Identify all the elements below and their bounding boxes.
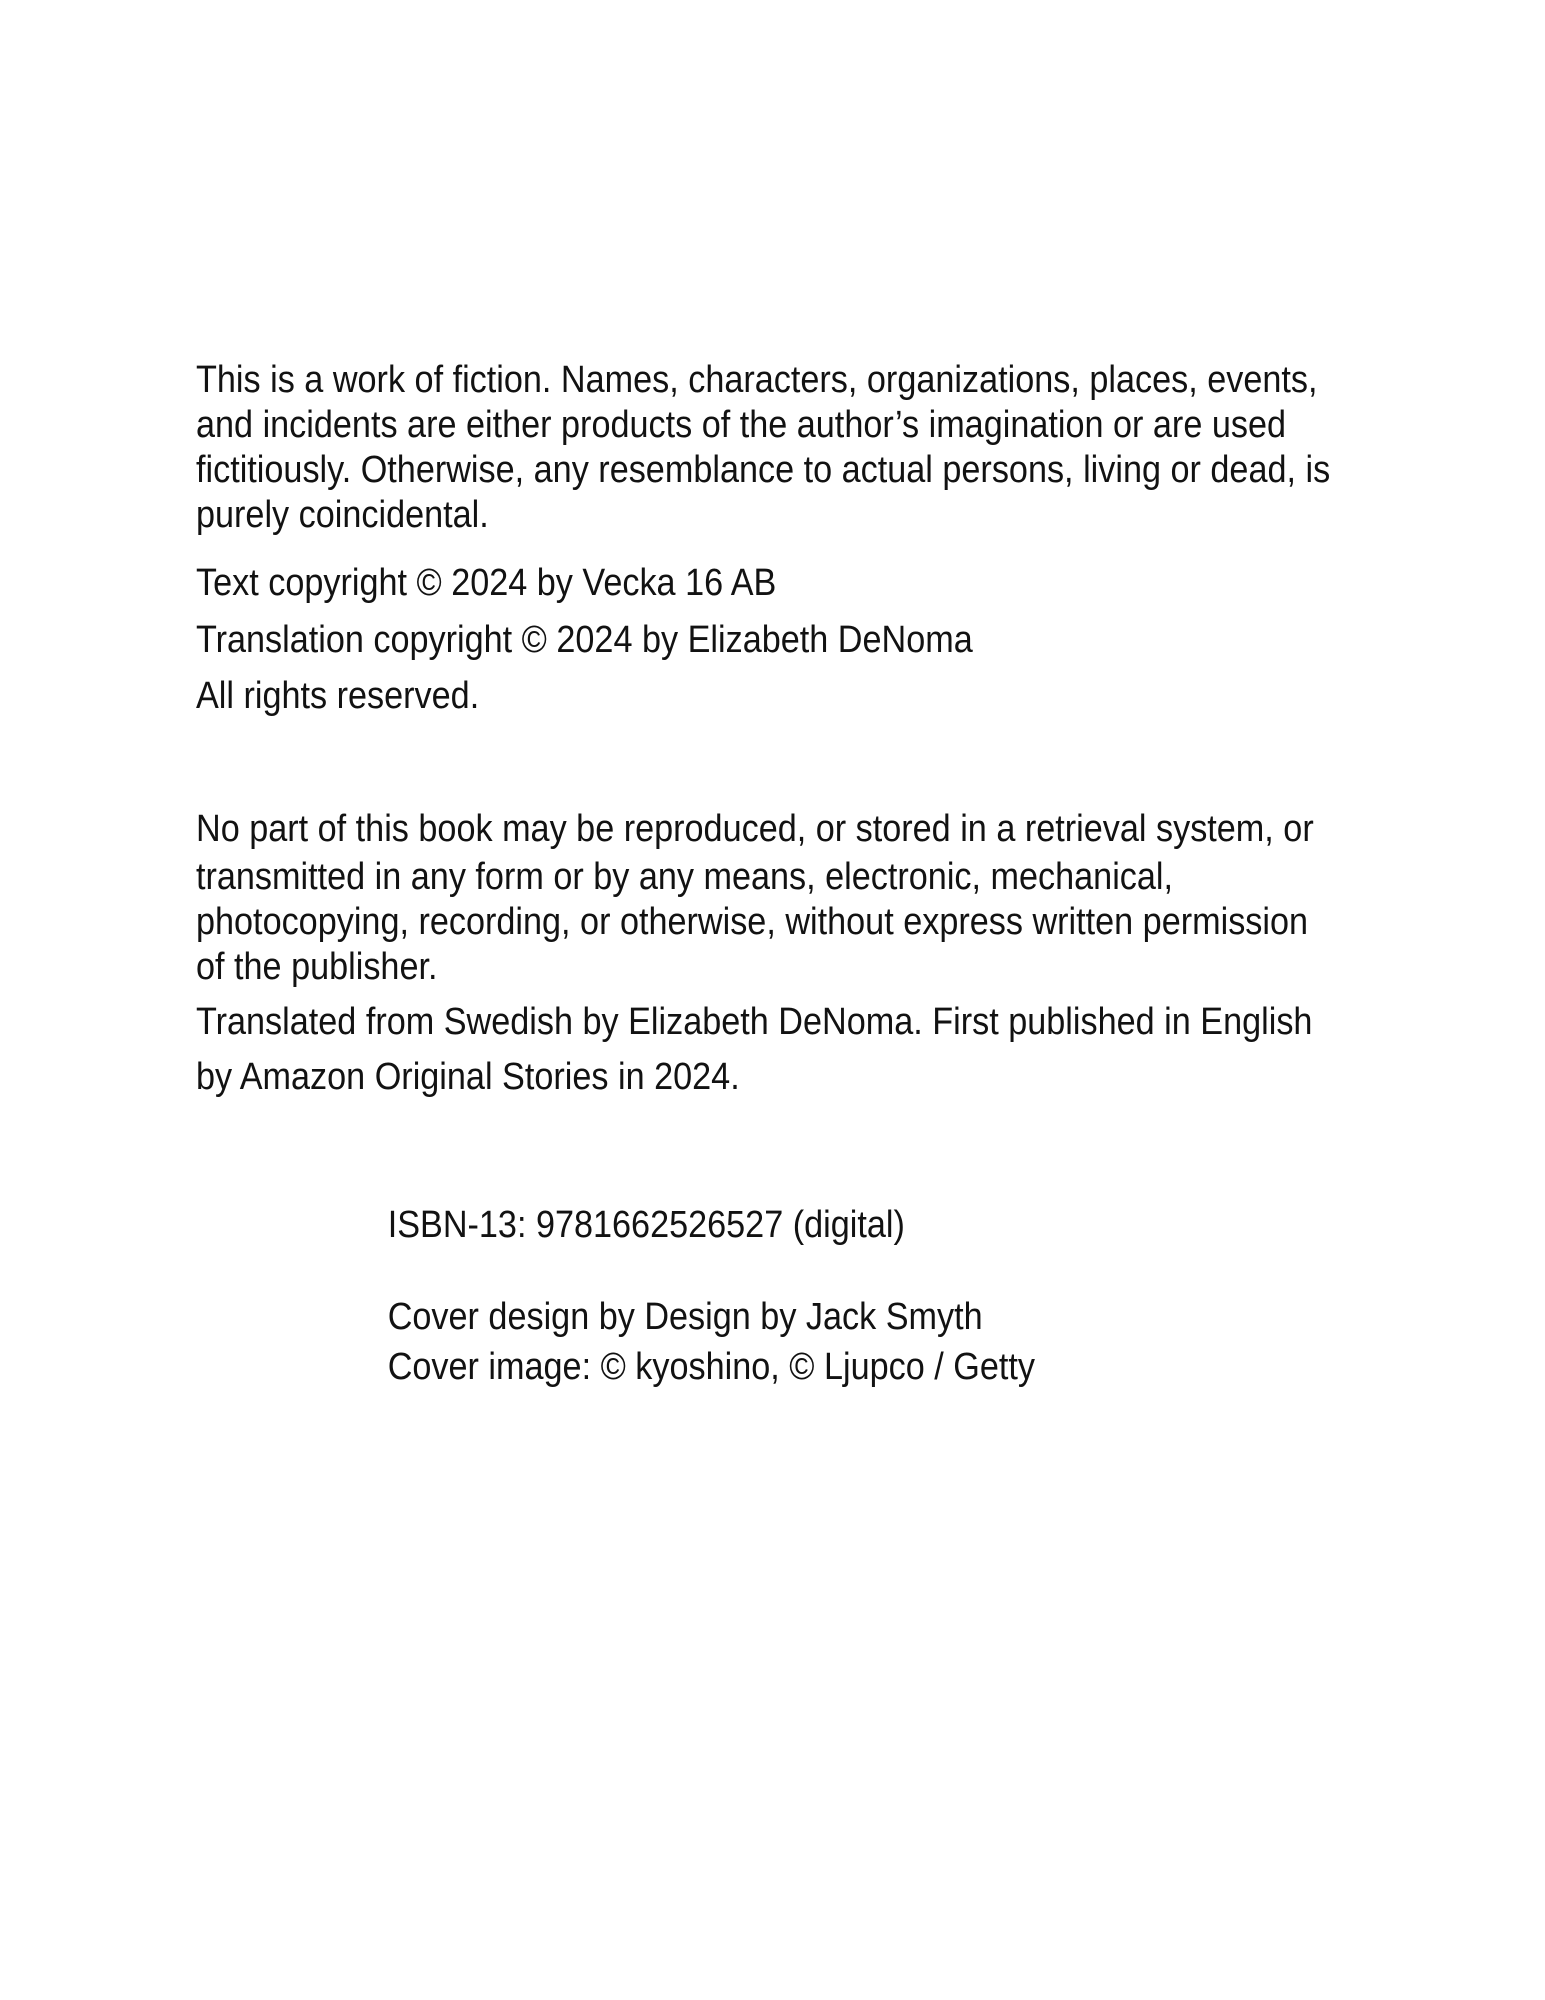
translation-credit-text-1: Translated from Swedish by Elizabeth DeNoma. First published in English — [196, 1001, 1313, 1043]
disclaimer-line-3: fictitiously. Otherwise, any resemblance to actual persons, living or dead, is — [196, 449, 1331, 491]
disclaimer-line-2: and incidents are either products of the author’s imagination or are used — [196, 404, 1287, 446]
rights-reserved-line — [196, 674, 479, 719]
permissions-line-1: No part of this book may be reproduced, or stored in a retrieval system, or — [196, 808, 1314, 850]
translation-credit-line-2 — [196, 1055, 740, 1100]
isbn-text: ISBN-13: 9781662526527 (digital) — [387, 1204, 905, 1246]
permissions-line-2: transmitted in any form or by any means, electronic, mechanical, — [196, 856, 1174, 898]
permissions-line-4: of the publisher. — [196, 946, 438, 988]
rights-reserved-text: All rights reserved. — [196, 675, 480, 717]
text-copyright-text: Text copyright © 2024 by Vecka 16 AB — [196, 562, 777, 604]
cover-design-credit — [388, 1295, 983, 1340]
translation-copyright-line — [196, 618, 973, 663]
disclaimer-line-1: This is a work of fiction. Names, characters, organizations, places, events, — [196, 359, 1318, 401]
fiction-disclaimer-paragraph — [196, 358, 1330, 538]
permissions-line-3: photocopying, recording, or otherwise, without express written permission — [196, 901, 1309, 943]
cover-design-text: Cover design by Design by Jack Smyth — [387, 1296, 983, 1338]
isbn-line — [388, 1203, 905, 1248]
permissions-notice-opening — [196, 807, 1314, 852]
translation-copyright-text: Translation copyright © 2024 by Elizabeth DeNoma — [196, 619, 973, 661]
translation-credit-line-1 — [196, 1000, 1312, 1045]
permissions-notice-continuation — [196, 855, 1308, 990]
cover-image-credit — [388, 1345, 1035, 1390]
disclaimer-line-4: purely coincidental. — [196, 494, 489, 536]
cover-image-text: Cover image: © kyoshino, © Ljupco / Getty — [387, 1346, 1035, 1388]
text-column — [196, 0, 1456, 2000]
text-copyright-line — [196, 561, 776, 606]
translation-credit-text-2: by Amazon Original Stories in 2024. — [196, 1056, 740, 1098]
